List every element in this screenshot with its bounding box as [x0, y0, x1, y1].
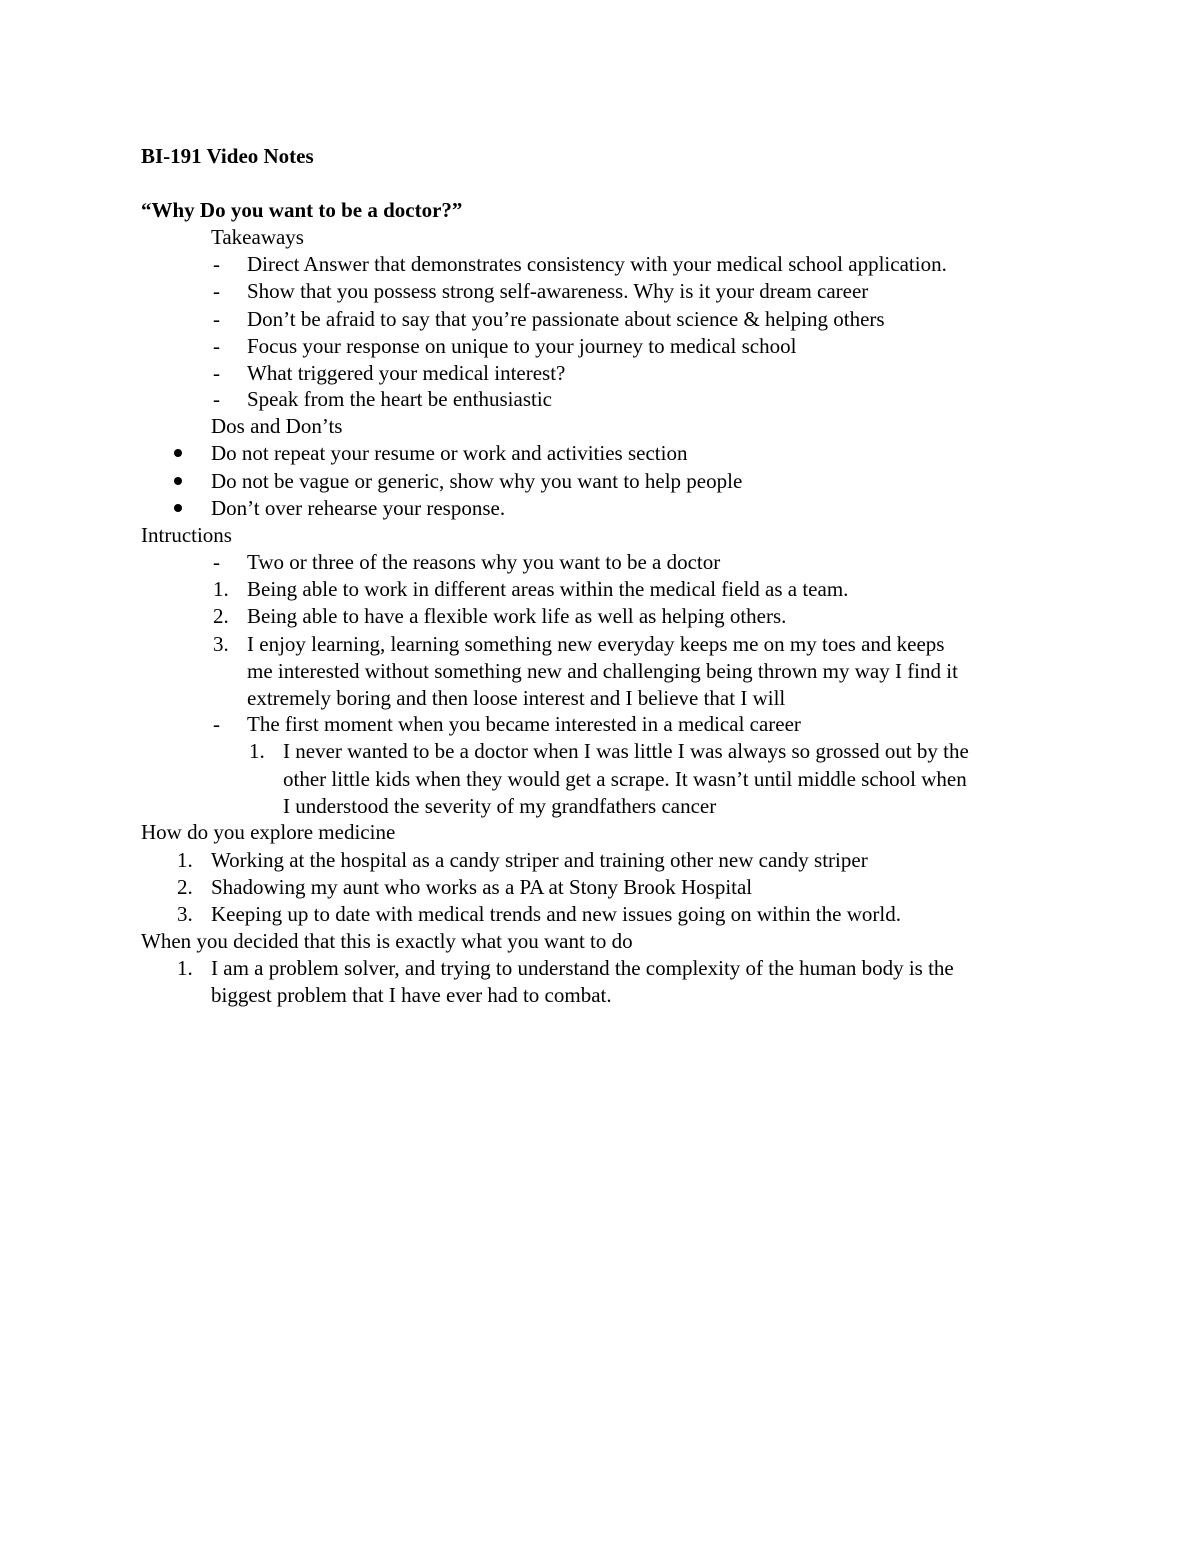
- instructions-item: The first moment when you became interested in a medical career: [247, 712, 801, 736]
- dos-item: Do not be vague or generic, show why you want to help people: [211, 469, 743, 493]
- question-heading: “Why Do you want to be a doctor?”: [141, 198, 463, 222]
- number-marker: 1.: [177, 956, 193, 980]
- explore-item: Shadowing my aunt who works as a PA at Stony Brook Hospital: [211, 875, 753, 899]
- number-marker: 1.: [249, 739, 265, 763]
- explore-item: Working at the hospital as a candy striper and training other new candy striper: [211, 848, 868, 872]
- bullet-icon: [174, 504, 182, 512]
- dash-marker: -: [213, 307, 220, 331]
- number-marker: 1.: [177, 848, 193, 872]
- explore-item: Keeping up to date with medical trends and new issues going on within the world.: [211, 902, 901, 926]
- reason-item: Being able to work in different areas within the medical field as a team.: [247, 577, 849, 601]
- takeaway-item: Focus your response on unique to your journey to medical school: [247, 334, 797, 358]
- dash-marker: -: [213, 550, 220, 574]
- reason-item-continued: extremely boring and then loose interest and I believe that I will: [247, 686, 786, 710]
- takeaway-item: Show that you possess strong self-awareness. Why is it your dream career: [247, 279, 869, 303]
- first-moment-item: I never wanted to be a doctor when I was little I was always so grossed out by the: [283, 739, 969, 763]
- number-marker: 2.: [177, 875, 193, 899]
- instructions-heading: Intructions: [141, 523, 232, 547]
- decided-item-continued: biggest problem that I have ever had to combat.: [211, 983, 612, 1007]
- document-title: BI-191 Video Notes: [141, 144, 314, 168]
- reason-item-continued: me interested without something new and challenging being thrown my way I find it: [247, 659, 958, 683]
- number-marker: 3.: [177, 902, 193, 926]
- bullet-icon: [174, 449, 182, 457]
- number-marker: 1.: [213, 577, 229, 601]
- dash-marker: -: [213, 334, 220, 358]
- dos-item: Don’t over rehearse your response.: [211, 496, 506, 520]
- decided-heading: When you decided that this is exactly what you want to do: [141, 929, 633, 953]
- dos-item: Do not repeat your resume or work and activities section: [211, 441, 688, 465]
- takeaway-item: Direct Answer that demonstrates consistency with your medical school application.: [247, 252, 947, 276]
- takeaway-item: What triggered your medical interest?: [247, 361, 566, 385]
- dash-marker: -: [213, 387, 220, 411]
- instructions-item: Two or three of the reasons why you want to be a doctor: [247, 550, 721, 574]
- bullet-icon: [174, 477, 182, 485]
- reason-item: Being able to have a flexible work life as well as helping others.: [247, 604, 787, 628]
- dash-marker: -: [213, 279, 220, 303]
- dos-heading: Dos and Don’ts: [211, 414, 343, 438]
- dash-marker: -: [213, 361, 220, 385]
- dash-marker: -: [213, 712, 220, 736]
- first-moment-item-continued: other little kids when they would get a scrape. It wasn’t until middle school when: [283, 767, 967, 791]
- takeaway-item: Speak from the heart be enthusiastic: [247, 387, 552, 411]
- number-marker: 3.: [213, 632, 229, 656]
- first-moment-item-continued: I understood the severity of my grandfathers cancer: [283, 794, 717, 818]
- decided-item: I am a problem solver, and trying to understand the complexity of the human body is the: [211, 956, 954, 980]
- number-marker: 2.: [213, 604, 229, 628]
- reason-item: I enjoy learning, learning something new everyday keeps me on my toes and keeps: [247, 632, 945, 656]
- takeaway-item: Don’t be afraid to say that you’re passionate about science & helping others: [247, 307, 885, 331]
- explore-heading: How do you explore medicine: [141, 820, 396, 844]
- takeaways-heading: Takeaways: [211, 225, 304, 249]
- dash-marker: -: [213, 252, 220, 276]
